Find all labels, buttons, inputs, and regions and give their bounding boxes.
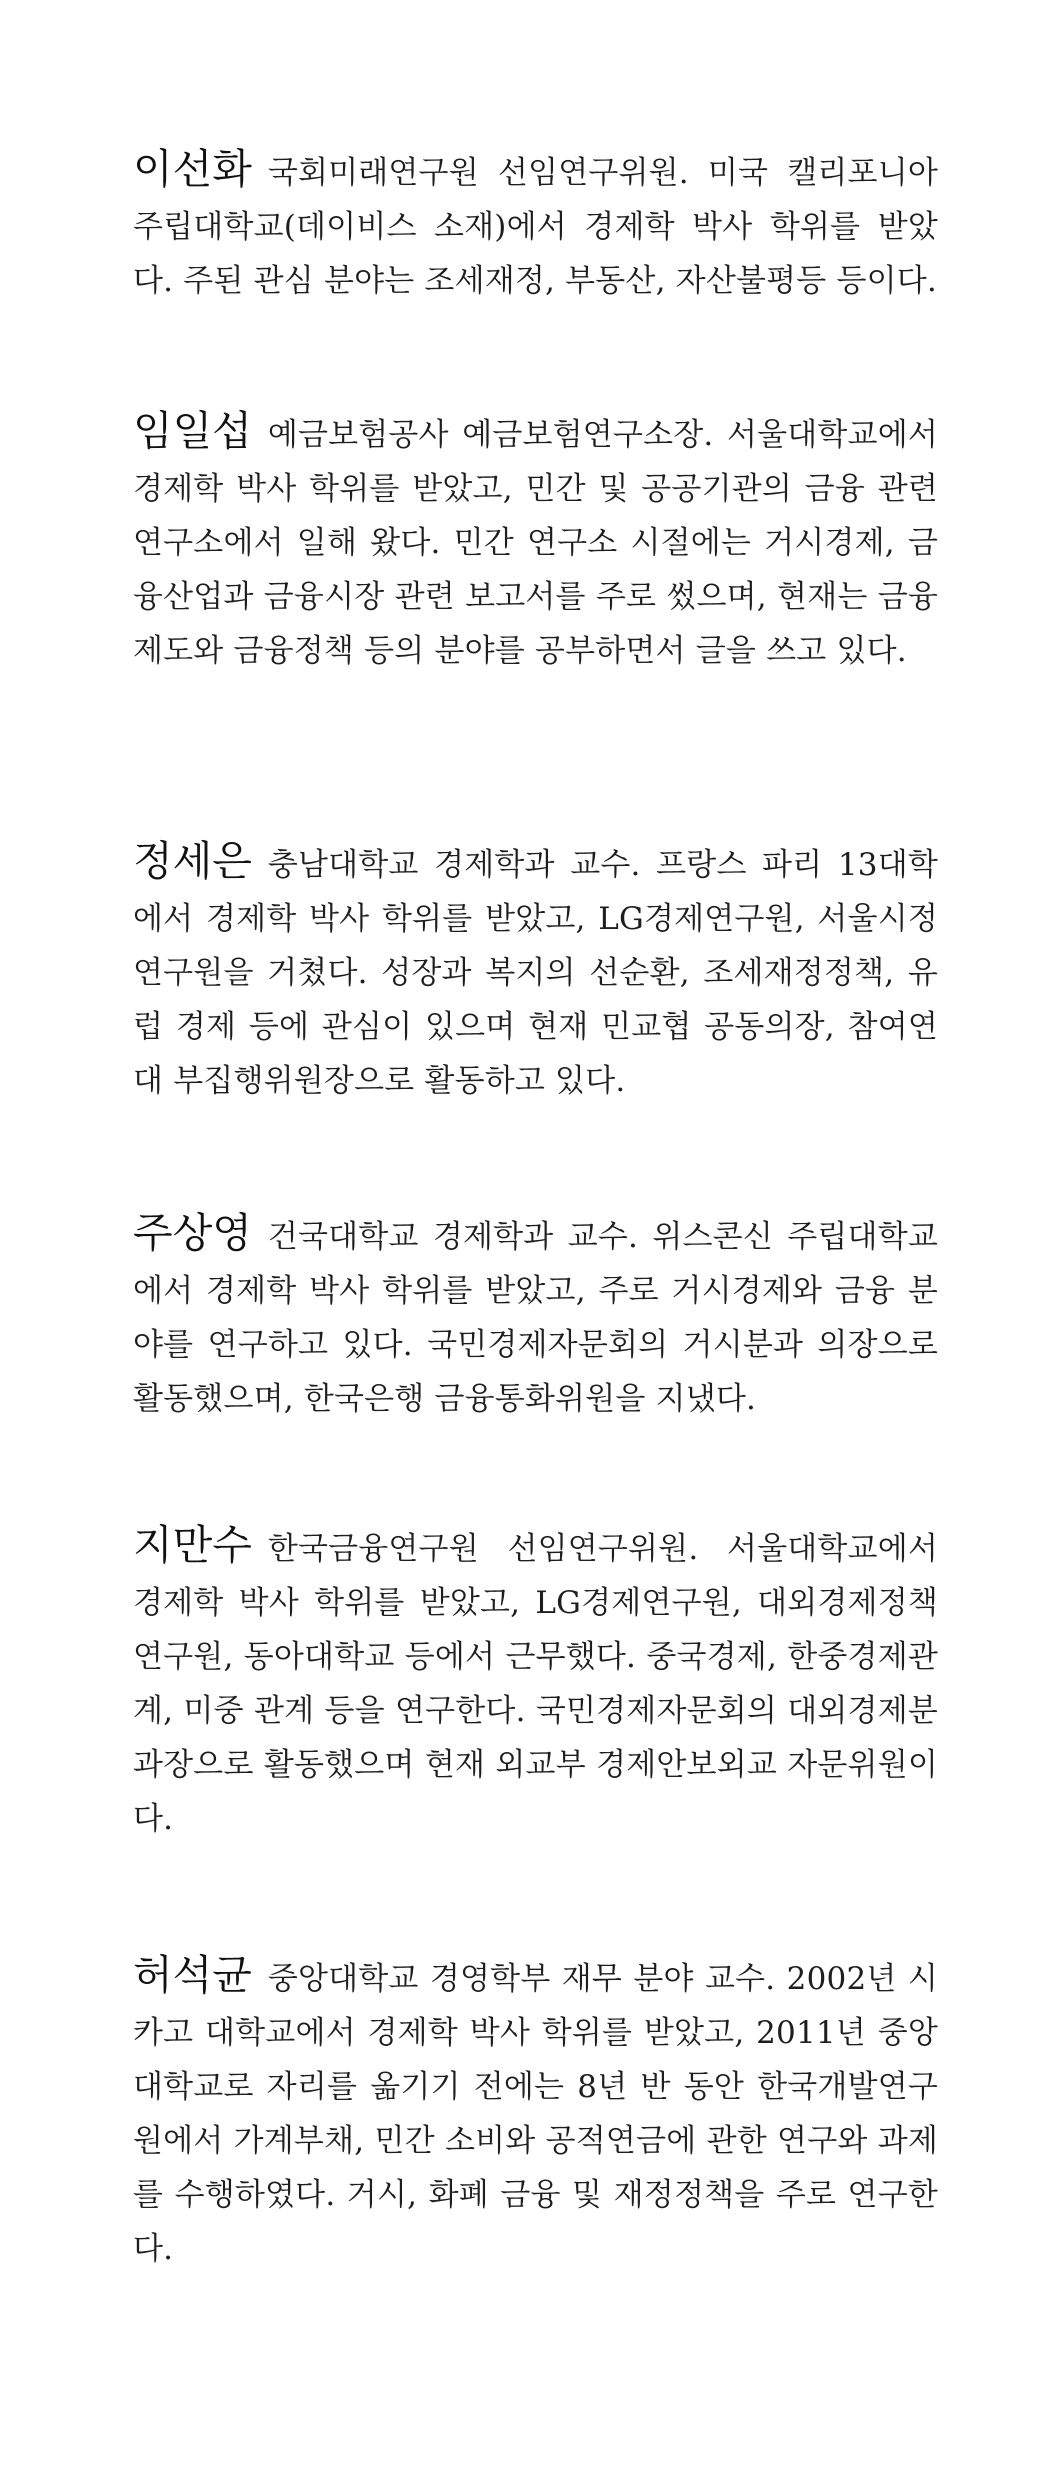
author-description: 충남대학교 경제학과 교수. 프랑스 파리 13대학에서 경제학 박사 학위를 받았고, LG경제연구원, 서울시정연구원을 거쳤다. 성장과 복지의 선순환, 조세재정정책, 유럽 경제 등에 관심이 있으며 현재 민교협 공동의장, 참여연대 부집행위원장으로 활동하고 있다. bbox=[133, 847, 938, 1099]
author-bio bbox=[133, 834, 938, 1108]
author-description: 국회미래연구원 선임연구위원. 미국 캘리포니아 주립대학교(데이비스 소재)에서 경제학 박사 학위를 받았다. 주된 관심 분야는 조세재정, 부동산, 자산불평등 등이다. bbox=[133, 155, 938, 299]
author-name: 임일섭 bbox=[133, 407, 252, 455]
author-description: 중앙대학교 경영학부 재무 분야 교수. 2002년 시카고 대학교에서 경제학 박사 학위를 받았고, 2011년 중앙대학교로 자리를 옮기기 전에는 8년 반 동안 한국개발연구원에서 가계부채, 민간 소비와 공적연금에 관한 연구와 과제를 수행하였다. 거시, 화폐 금융 및 재정정책을 주로 연구한다. bbox=[133, 1961, 938, 2267]
author-bio bbox=[133, 1206, 938, 1426]
author-bio bbox=[133, 142, 938, 308]
author-bio bbox=[133, 1518, 938, 1846]
author-bio bbox=[133, 1948, 938, 2276]
author-description: 건국대학교 경제학과 교수. 위스콘신 주립대학교에서 경제학 박사 학위를 받았고, 주로 거시경제와 금융 분야를 연구하고 있다. 국민경제자문회의 거시분과 의장으로 활동했으며, 한국은행 금융통화위원을 지냈다. bbox=[133, 1219, 938, 1417]
author-bio bbox=[133, 404, 938, 678]
author-name: 허석균 bbox=[133, 1951, 252, 1999]
author-description: 예금보험공사 예금보험연구소장. 서울대학교에서 경제학 박사 학위를 받았고, 민간 및 공공기관의 금융 관련 연구소에서 일해 왔다. 민간 연구소 시절에는 거시경제, 금융산업과 금융시장 관련 보고서를 주로 썼으며, 현재는 금융제도와 금융정책 등의 분야를 공부하면서 글을 쓰고 있다. bbox=[133, 417, 938, 669]
author-name: 지만수 bbox=[133, 1521, 252, 1569]
author-name: 정세은 bbox=[133, 837, 252, 885]
author-name: 주상영 bbox=[133, 1209, 252, 1257]
author-description: 한국금융연구원 선임연구위원. 서울대학교에서 경제학 박사 학위를 받았고, LG경제연구원, 대외경제정책연구원, 동아대학교 등에서 근무했다. 중국경제, 한중경제관계, 미중 관계 등을 연구한다. 국민경제자문회의 대외경제분과장으로 활동했으며 현재 외교부 경제안보외교 자문위원이다. bbox=[133, 1531, 938, 1837]
author-name: 이선화 bbox=[133, 145, 252, 193]
